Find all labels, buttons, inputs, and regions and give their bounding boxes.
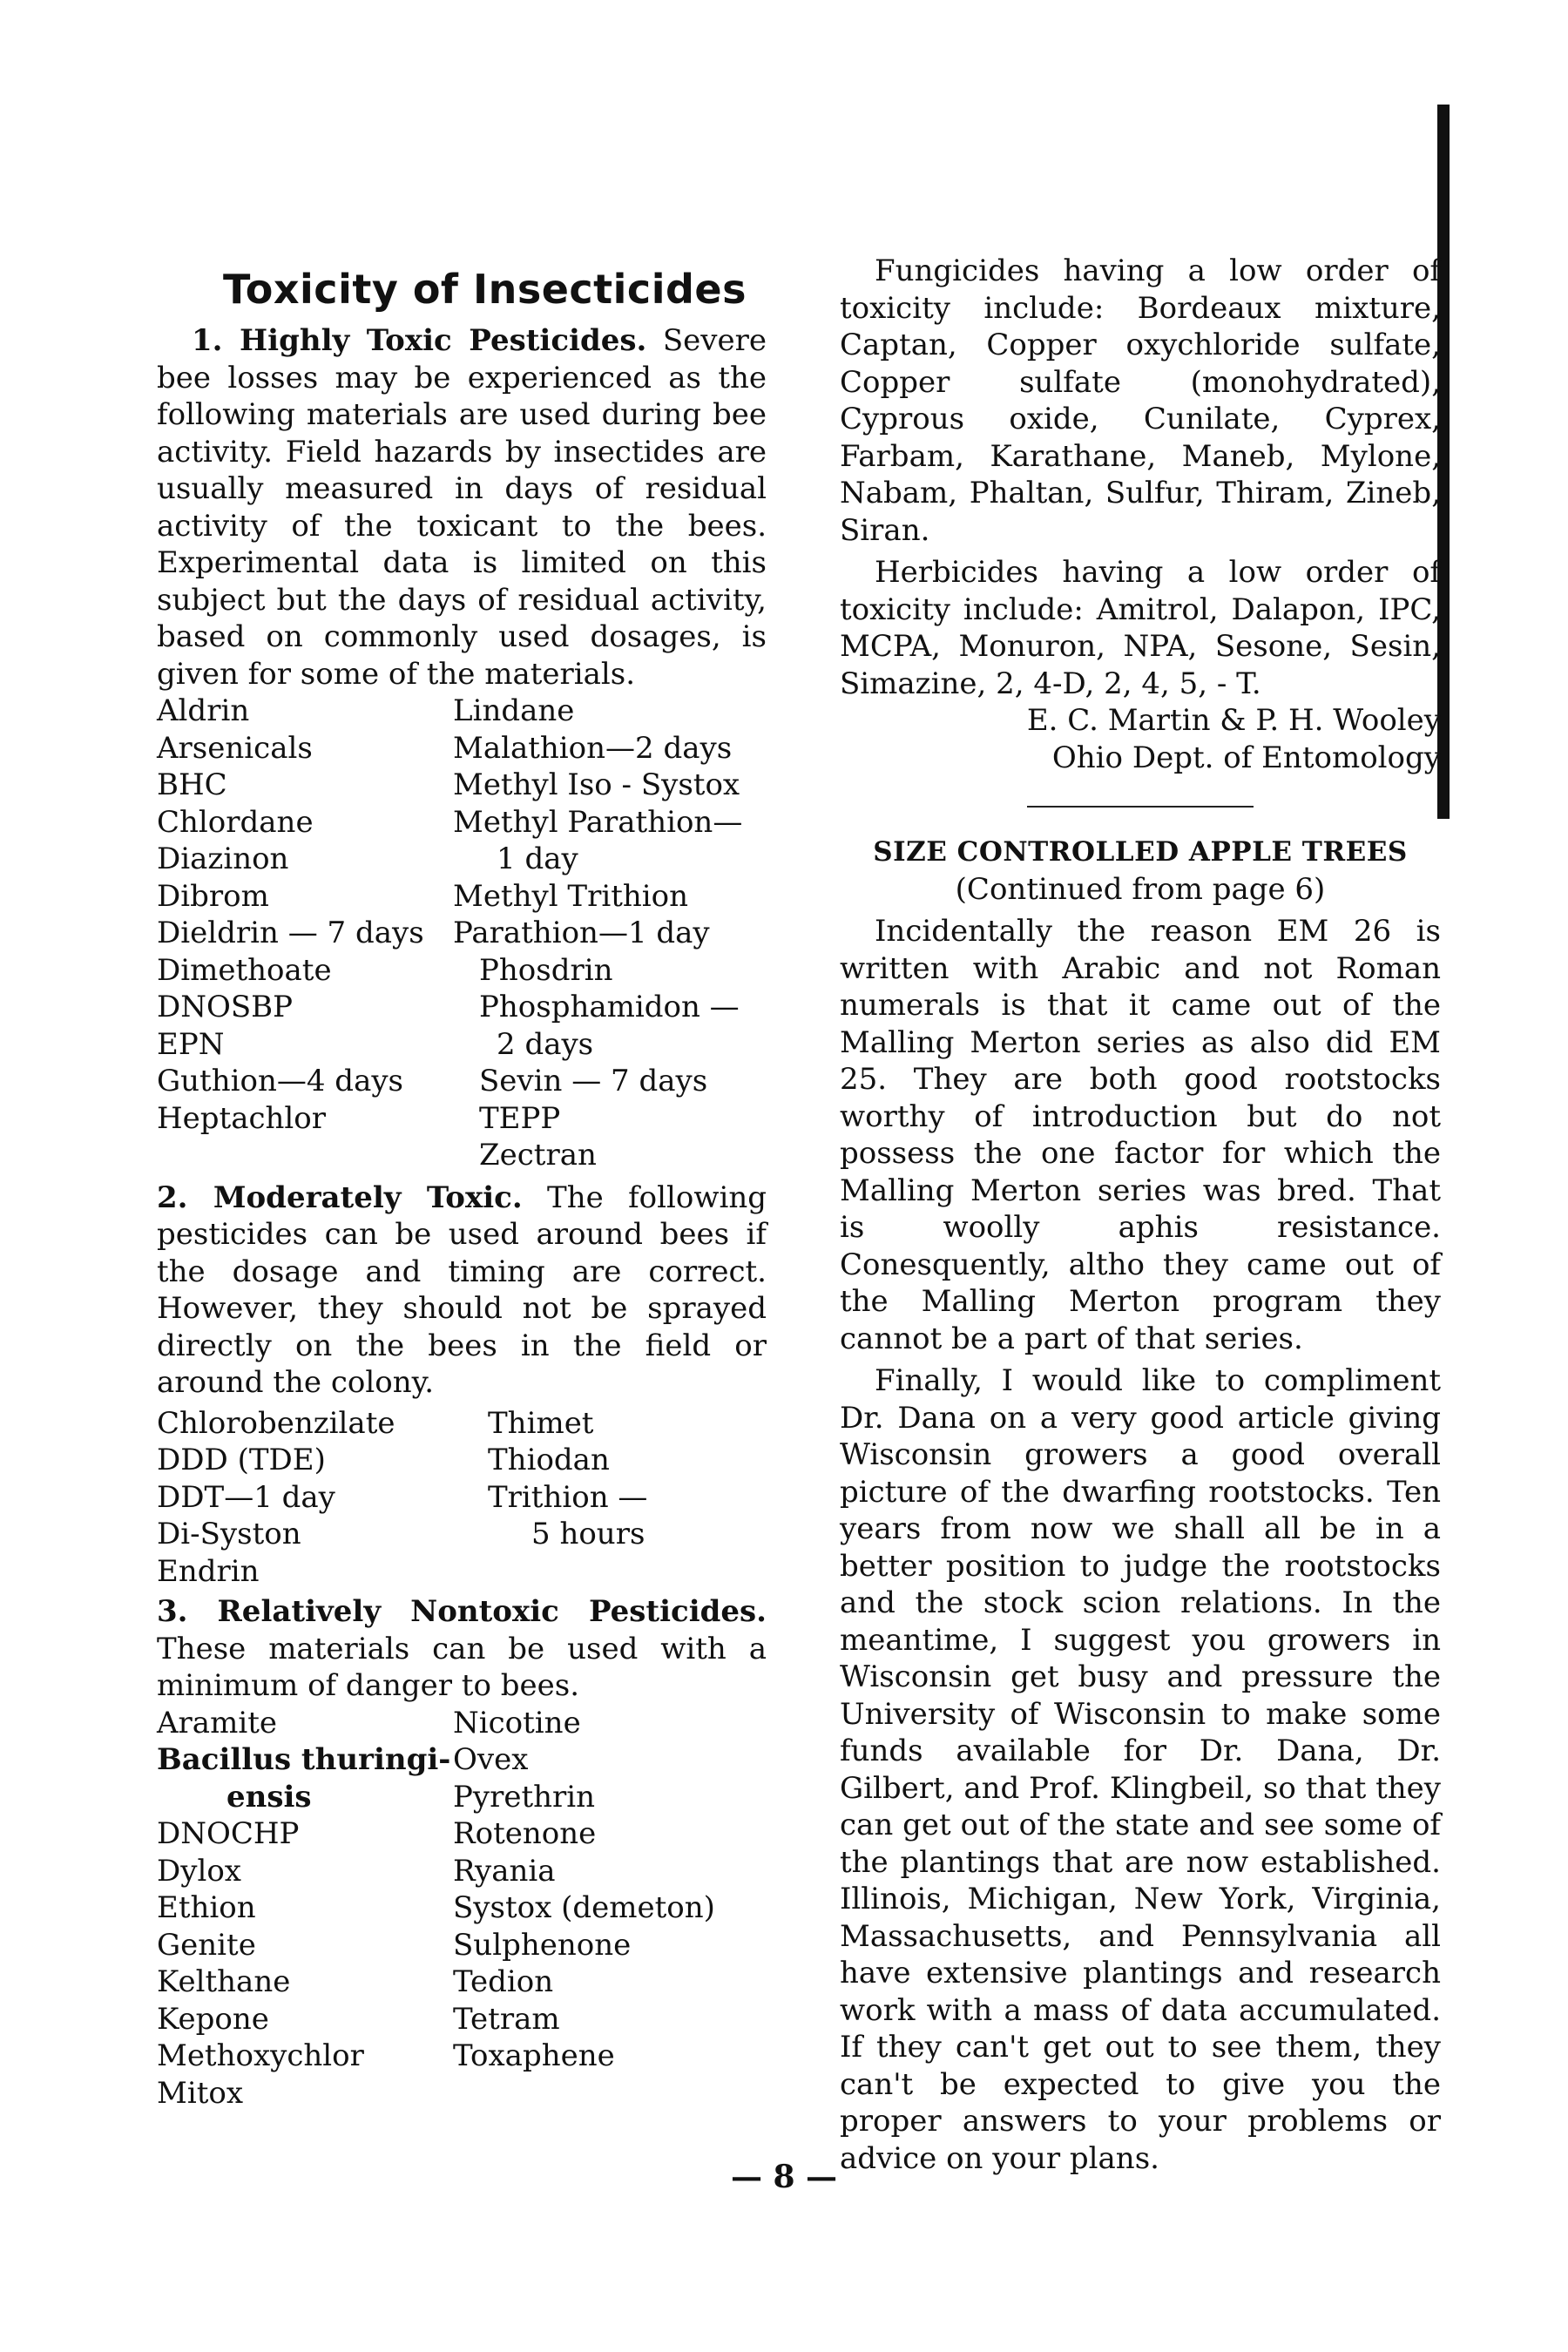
section-2-lead: 2. Moderately Toxic. xyxy=(157,1179,523,1215)
fungicides-paragraph: Fungicides having a low order of toxicity include: Bordeaux mixture, Captan, Copper oxychloride sulfate, Copper sulfate (monohydrated), Cyprous oxide, Cunilate, Cyprex, Farbam, Karathane, Maneb, Mylone, Nabam, Phaltan, Sulfur, Thiram, Zineb, Siran. xyxy=(840,253,1441,548)
s1-col2-item: 2 days xyxy=(497,1026,594,1062)
article-paragraph-1: Incidentally the reason EM 26 is written with Arabic and not Roman numerals is that it came out of the Malling Merton series as also did EM 25. They are both good rootstocks worthy of introduction but do not possess the one factor for which the Malling Merton series was bred. That is woolly aphis resistance. Conesquently, altho they came out of the Malling Merton program they cannot be a part of that series. xyxy=(840,914,1441,1356)
s2-col1-item: Chlorobenzilate xyxy=(157,1405,395,1441)
s3-col2-spacer xyxy=(453,2075,767,2112)
s1-col1-item: Dibrom xyxy=(157,878,269,914)
s1-col2-item: TEPP xyxy=(479,1100,561,1136)
section-1-lead: 1. Highly Toxic Pesticides. xyxy=(192,323,647,358)
s1-col2-item: Zectran xyxy=(479,1138,597,1173)
section-3-lead: 3. Relatively Nontoxic Pesticides. xyxy=(157,1594,767,1629)
s3-col2-item: Ovex xyxy=(453,1742,529,1777)
s3-col1-item: Methoxychlor xyxy=(157,2038,364,2073)
section-continued-note: (Continued from page 6) xyxy=(955,871,1326,907)
s1-col1-item: BHC xyxy=(157,767,227,802)
s3-col2-item: Pyrethrin xyxy=(453,1779,596,1815)
s1-col1-item: Dieldrin — 7 days xyxy=(157,916,424,950)
s1-col1-item: Arsenicals xyxy=(157,730,313,766)
s3-col1-item: Mitox xyxy=(157,2075,243,2111)
s1-col1-item: Diazinon xyxy=(157,841,289,876)
s2-col1-item: DDD (TDE) xyxy=(157,1443,326,1477)
s2-col2-item: 5 hours xyxy=(531,1517,645,1551)
s1-col2-item: Sevin — 7 days xyxy=(479,1064,708,1098)
section-3-text: These materials can be used with a minimum of danger to bees. xyxy=(157,1631,767,1703)
s2-col1-item: Di-Syston xyxy=(157,1517,301,1551)
s3-col1-item: Dylox xyxy=(157,1853,241,1889)
s3-col2-item: Systox (demeton) xyxy=(453,1890,715,1925)
section-3-list xyxy=(157,1705,767,2112)
s1-col2-item: Phosdrin xyxy=(479,952,613,988)
s1-col2-item: Methyl Trithion xyxy=(453,878,688,914)
section-1-list xyxy=(157,693,767,1174)
page-number: — 8 — xyxy=(730,2159,838,2195)
s1-col1-item: DNOSBP xyxy=(157,990,294,1024)
s2-col2-spacer xyxy=(488,1553,767,1591)
s1-col1-item: Guthion—4 days xyxy=(157,1064,403,1098)
s3-col2-item: Nicotine xyxy=(453,1705,581,1740)
section-2-paragraph xyxy=(157,1179,767,1402)
s3-col1-item: Bacillus thuringi- xyxy=(157,1742,451,1777)
s1-col2-item: Lindane xyxy=(453,693,575,728)
s3-col1-item: Kepone xyxy=(157,2001,269,2037)
s2-col2-item: Thiodan xyxy=(488,1443,610,1477)
article-paragraph-2: Finally, I would like to compliment Dr. Dana on a very good article giving Wisconsin growers a good overall picture of the dwarfing rootstocks. Ten years from now we shall all be in a better position to judge the rootstocks and the stock scion relations. In the meantime, I suggest you growers in Wisconsin get busy and pressure the University of Wisconsin to make some funds available for Dr. Dana, Dr. Gilbert, and Prof. Klingbeil, so that they can get out of the state and see some of the plantings that are now established. Illinois, Michigan, New York, Virginia, Massachusetts, and Pennsylvania all have extensive plantings and research work with a mass of data accumulated. If they can't get out to see them, they can't be expected to give you the proper answers to your problems or advice on your plans. xyxy=(840,1363,1441,2176)
s1-col1-item: Heptachlor xyxy=(157,1100,327,1136)
signature-organization: Ohio Dept. of Entomology xyxy=(1051,740,1441,775)
section-divider xyxy=(1027,806,1254,808)
s1-col2-item: Methyl Iso - Systox xyxy=(453,767,740,802)
s3-col2-item: Rotenone xyxy=(453,1816,597,1851)
section-1-paragraph xyxy=(157,322,767,693)
s1-col1-item: Dimethoate xyxy=(157,952,332,988)
s1-col2-item: Malathion—2 days xyxy=(453,730,733,766)
s3-col2-item: Toxaphene xyxy=(453,2038,615,2073)
s2-col2-item: Trithion — xyxy=(488,1479,648,1515)
s1-col1-spacer xyxy=(157,1137,453,1174)
left-column xyxy=(157,253,767,2112)
s2-col1-item: Endrin xyxy=(157,1553,260,1589)
section-1-text: Severe bee losses may be experienced as the following materials are used during bee activity. Field hazards by insectides are usually measured in days of residual activity of the toxicant to the bees. Experimental data is limited on this subject but the days of residual activity, based on commonly used dosages, is given for some of the materials. xyxy=(157,323,767,692)
section-2-list xyxy=(157,1405,767,1591)
s3-col2-item: Sulphenone xyxy=(453,1927,632,1963)
right-column xyxy=(840,253,1441,2177)
signature-authors: E. C. Martin & P. H. Wooley xyxy=(1026,703,1441,738)
s1-col1-item: EPN xyxy=(157,1026,225,1062)
s2-col1-item: DDT—1 day xyxy=(157,1479,335,1515)
s1-col2-item: 1 day xyxy=(497,841,578,876)
s1-col2-item: Methyl Parathion— xyxy=(453,804,743,840)
s2-col2-item: Thimet xyxy=(488,1405,594,1441)
s1-col1-item: Chlordane xyxy=(157,804,314,840)
page-title: Toxicity of Insecticides xyxy=(223,266,747,313)
s3-col1-item: DNOCHP xyxy=(157,1816,300,1851)
herbicides-paragraph: Herbicides having a low order of toxicity include: Amitrol, Dalapon, IPC, MCPA, Monuron, NPA, Sesone, Sesin, Simazine, 2, 4-D, 2, 4, 5, - T. xyxy=(840,555,1441,701)
section-3-paragraph xyxy=(157,1593,767,1705)
s3-col1-item: Ethion xyxy=(157,1890,256,1925)
s3-col2-item: Tedion xyxy=(453,1964,554,1999)
s3-col2-item: Tetram xyxy=(453,2001,560,2037)
s3-col2-item: Ryania xyxy=(453,1853,556,1889)
section-2-text: The following pesticides can be used around bees if the dosage and timing are correct. However, they should not be sprayed directly on the bees in the field or around the colony. xyxy=(157,1179,767,1400)
s3-col1-item: Kelthane xyxy=(157,1964,291,1999)
s3-col1-item: ensis xyxy=(226,1779,312,1815)
s3-col1-item: Aramite xyxy=(157,1705,277,1740)
s1-col2-item: Phosphamidon — xyxy=(479,990,740,1024)
section-heading: SIZE CONTROLLED APPLE TREES xyxy=(873,836,1408,868)
s1-col1-item: Aldrin xyxy=(157,693,250,728)
s1-col2-item: Parathion—1 day xyxy=(453,916,710,950)
s3-col1-item: Genite xyxy=(157,1927,256,1963)
